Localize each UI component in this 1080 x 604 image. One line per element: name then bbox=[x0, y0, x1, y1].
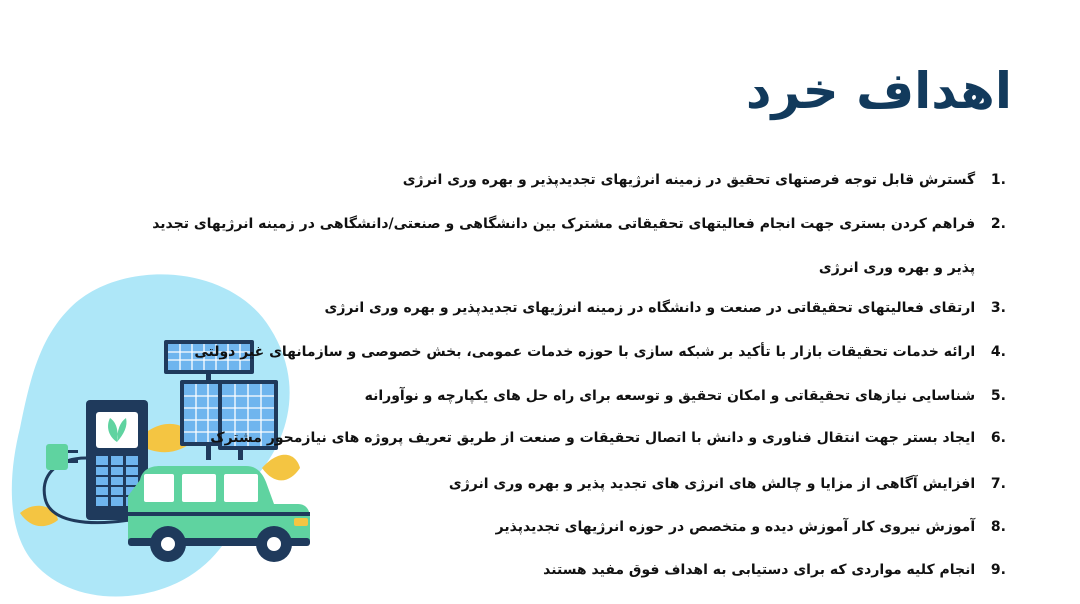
goal-item-4 bbox=[194, 344, 1006, 360]
goal-item-2 bbox=[121, 202, 1006, 290]
goal-item-8 bbox=[496, 519, 1006, 535]
goal-text: ایجاد بستر جهت انتقال فناوری و دانش با اتصال تحقیقات و صنعت از طریق تعریف پروژه های نیازمحور مشترک bbox=[210, 430, 976, 446]
goal-item-6 bbox=[210, 430, 1006, 446]
goal-text: گسترش قابل توجه فرصتهای تحقیق در زمینه انرژیهای تجدیدپذیر و بهره وری انرژی bbox=[402, 172, 976, 188]
goal-number: .8 bbox=[990, 519, 1006, 535]
goal-number: .7 bbox=[990, 476, 1006, 492]
goal-text: افزایش آگاهی از مزایا و چالش های انرژی های تجدید پذیر و بهره وری انرژی bbox=[448, 476, 976, 492]
goal-number: .4 bbox=[990, 344, 1006, 360]
goal-item-3 bbox=[325, 300, 1007, 316]
goal-item-1 bbox=[403, 172, 1006, 188]
goal-item-5 bbox=[365, 388, 1006, 404]
goal-text: شناسایی نیازهای تحقیقاتی و امکان تحقیق و توسعه برای راه حل های یکپارچه و نوآورانه bbox=[364, 388, 976, 404]
goal-text: ارائه خدمات تحقیقات بازار با تأکید بر شبکه سازی با حوزه خدمات عمومی، بخش خصوصی و سازمانهای غیر دولتی bbox=[194, 344, 976, 360]
goal-number: .6 bbox=[990, 430, 1006, 446]
goal-item-9 bbox=[543, 562, 1006, 578]
goal-number: .9 bbox=[990, 562, 1006, 578]
goal-text: آموزش نیروی کار آموزش دیده و متخصص در حوزه انرژیهای تجدیدپذیر bbox=[495, 519, 976, 535]
goal-number: .5 bbox=[990, 388, 1006, 404]
goal-text: فراهم کردن بستری جهت انجام فعالیتهای تحقیقاتی مشترک بین دانشگاهی و صنعتی/دانشگاهی در زمینه انرژیهای تجدید پذیر و بهره وری انرژی bbox=[152, 216, 976, 276]
page-title: اهداف خرد bbox=[745, 62, 1012, 120]
goal-item-7 bbox=[449, 476, 1006, 492]
goal-number: .3 bbox=[990, 300, 1006, 316]
goal-number: .2 bbox=[990, 216, 1006, 232]
goal-text: ارتقای فعالیتهای تحقیقاتی در صنعت و دانشگاه در زمینه انرژیهای تجدیدپذیر و بهره وری انرژی bbox=[324, 300, 976, 316]
goal-number: .1 bbox=[990, 172, 1006, 188]
goal-text: انجام کلیه مواردی که برای دستیابی به اهداف فوق مفید هستند bbox=[543, 562, 976, 578]
